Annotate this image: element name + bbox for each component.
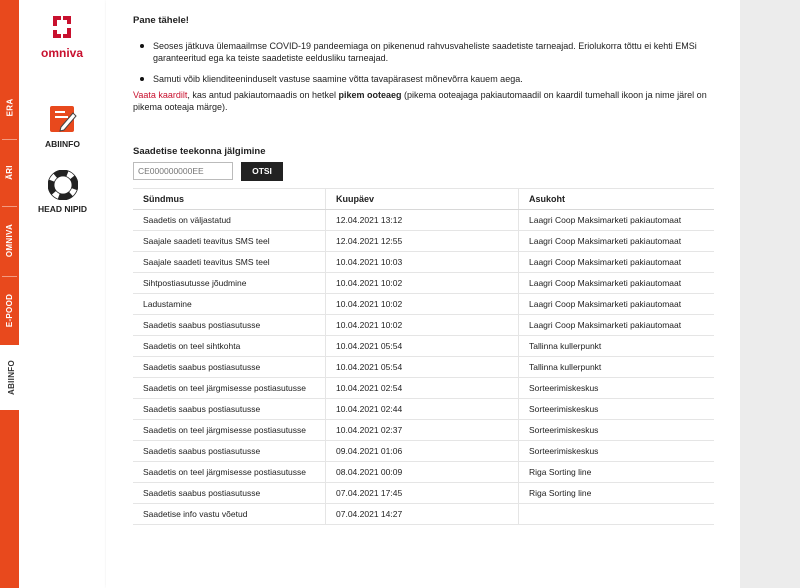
- location-cell: [519, 504, 715, 525]
- rail-divider: [2, 276, 17, 277]
- location-cell: Tallinna kullerpunkt: [519, 336, 715, 357]
- event-cell: Saadetis saabus postiasutusse: [133, 357, 326, 378]
- rail-tab-label: E-POOD: [5, 293, 15, 327]
- rail-tab-omniva[interactable]: [0, 210, 19, 270]
- tracking-results-table: [133, 188, 714, 525]
- date-cell: 10.04.2021 05:54: [326, 357, 519, 378]
- omniva-logo[interactable]: [37, 12, 87, 60]
- table-row: [133, 231, 714, 252]
- notice-title: Pane tähele!: [133, 15, 189, 26]
- table-header-row: [133, 189, 714, 210]
- event-cell: Saadetis saabus postiasutusse: [133, 315, 326, 336]
- location-cell: Laagri Coop Maksimarketi pakiautomaat: [519, 210, 715, 231]
- table-row: [133, 483, 714, 504]
- location-cell: Sorteerimiskeskus: [519, 420, 715, 441]
- event-cell: Saadetis on teel järgmisesse postiasutusse: [133, 378, 326, 399]
- location-cell: Laagri Coop Maksimarketi pakiautomaat: [519, 294, 715, 315]
- table-row: [133, 210, 714, 231]
- logo-wordmark: omniva: [40, 46, 83, 60]
- map-note-text: (pikema ooteajaga pakiautomaadil on kaardil tumehall ikoon ja nime järel on pikema ooteaja märge).: [133, 90, 707, 112]
- rail-divider: [2, 139, 17, 140]
- event-cell: Saadetis saabus postiasutusse: [133, 441, 326, 462]
- location-cell: Laagri Coop Maksimarketi pakiautomaat: [519, 315, 715, 336]
- event-cell: Saadetis saabus postiasutusse: [133, 483, 326, 504]
- date-cell: 10.04.2021 10:02: [326, 294, 519, 315]
- rail-tab-label: ÄRI: [5, 165, 14, 180]
- column-header-location: Asukoht: [519, 189, 715, 210]
- event-cell: Saajale saadeti teavitus SMS teel: [133, 252, 326, 273]
- event-cell: Ladustamine: [133, 294, 326, 315]
- date-cell: 12.04.2021 13:12: [326, 210, 519, 231]
- omniva-logo-icon: [47, 12, 77, 42]
- table-row: [133, 462, 714, 483]
- table-row: [133, 504, 714, 525]
- rail-tab-label: ABIINFO: [6, 360, 16, 395]
- search-button[interactable]: OTSI: [241, 162, 283, 181]
- date-cell: 10.04.2021 02:44: [326, 399, 519, 420]
- location-cell: Sorteerimiskeskus: [519, 441, 715, 462]
- date-cell: 10.04.2021 10:02: [326, 315, 519, 336]
- date-cell: 07.04.2021 14:27: [326, 504, 519, 525]
- event-cell: Saadetise info vastu võetud: [133, 504, 326, 525]
- page-background: [740, 0, 800, 588]
- notice-bullet: Seoses jätkuva ülemaailmse COVID-19 pandeemiaga on pikenenud rahvusvaheliste saadetiste tarneajad. Eriolukorra tõttu ei kehti EMSi garanteeritud ega ka teiste saadetiste eeldusliku tarneajad.: [133, 40, 718, 64]
- rail-tab-label: ERA: [4, 98, 14, 117]
- event-cell: Saadetis on teel järgmisesse postiasutusse: [133, 462, 326, 483]
- table-row: [133, 378, 714, 399]
- main-panel: [106, 0, 740, 588]
- sidebar-item-abiinfo[interactable]: [19, 103, 106, 149]
- sidebar: [19, 0, 106, 588]
- location-cell: Laagri Coop Maksimarketi pakiautomaat: [519, 252, 715, 273]
- event-cell: Sihtpostiasutusse jõudmine: [133, 273, 326, 294]
- lifebuoy-icon: [48, 170, 78, 200]
- event-cell: Saajale saadeti teavitus SMS teel: [133, 231, 326, 252]
- location-cell: Tallinna kullerpunkt: [519, 357, 715, 378]
- location-cell: Laagri Coop Maksimarketi pakiautomaat: [519, 231, 715, 252]
- event-cell: Saadetis on väljastatud: [133, 210, 326, 231]
- table-row: [133, 273, 714, 294]
- notice-bullet: Samuti võib klienditeeninduselt vastuse saamine võtta tavapärasest mõnevõrra kauem aega.: [133, 73, 718, 85]
- rail-tab-ari[interactable]: [0, 145, 19, 200]
- tracking-title: Saadetise teekonna jälgimine: [133, 146, 266, 157]
- sidebar-item-label: ABIINFO: [45, 139, 80, 149]
- location-cell: Sorteerimiskeskus: [519, 378, 715, 399]
- table-row: [133, 294, 714, 315]
- sidebar-item-label: HEAD NIPID: [37, 204, 88, 214]
- table-row: [133, 399, 714, 420]
- rail-tab-e-pood[interactable]: [0, 280, 19, 340]
- event-cell: Saadetis on teel järgmisesse postiasutusse: [133, 420, 326, 441]
- date-cell: 07.04.2021 17:45: [326, 483, 519, 504]
- date-cell: 10.04.2021 05:54: [326, 336, 519, 357]
- table-row: [133, 315, 714, 336]
- event-cell: Saadetis on teel sihtkohta: [133, 336, 326, 357]
- notice-list: [133, 40, 718, 94]
- table-row: [133, 336, 714, 357]
- map-note-text: , kas antud pakiautomaadis on hetkel: [187, 90, 339, 100]
- event-cell: Saadetis saabus postiasutusse: [133, 399, 326, 420]
- date-cell: 10.04.2021 02:37: [326, 420, 519, 441]
- date-cell: 12.04.2021 12:55: [326, 231, 519, 252]
- sidebar-item-head-nipid[interactable]: [19, 170, 106, 214]
- rail-tab-label: OMNIVA: [5, 223, 14, 257]
- location-cell: Riga Sorting line: [519, 462, 715, 483]
- rail-tab-era[interactable]: [0, 80, 19, 135]
- date-cell: 10.04.2021 10:03: [326, 252, 519, 273]
- location-cell: Riga Sorting line: [519, 483, 715, 504]
- table-row: [133, 357, 714, 378]
- map-link[interactable]: Vaata kaardilt: [133, 90, 188, 100]
- map-note-bold: pikem ooteaeg: [338, 90, 402, 100]
- location-cell: Laagri Coop Maksimarketi pakiautomaat: [519, 273, 715, 294]
- column-header-date: Kuupäev: [326, 189, 519, 210]
- map-note: [133, 89, 718, 113]
- date-cell: 10.04.2021 02:54: [326, 378, 519, 399]
- table-row: [133, 420, 714, 441]
- table-row: [133, 252, 714, 273]
- column-header-event: Sündmus: [133, 189, 326, 210]
- help-edit-icon: [47, 103, 79, 135]
- rail-divider: [2, 206, 17, 207]
- section-rail: [0, 0, 19, 588]
- table-row: [133, 441, 714, 462]
- location-cell: Sorteerimiskeskus: [519, 399, 715, 420]
- date-cell: 10.04.2021 10:02: [326, 273, 519, 294]
- tracking-code-input[interactable]: [133, 162, 233, 180]
- date-cell: 09.04.2021 01:06: [326, 441, 519, 462]
- date-cell: 08.04.2021 00:09: [326, 462, 519, 483]
